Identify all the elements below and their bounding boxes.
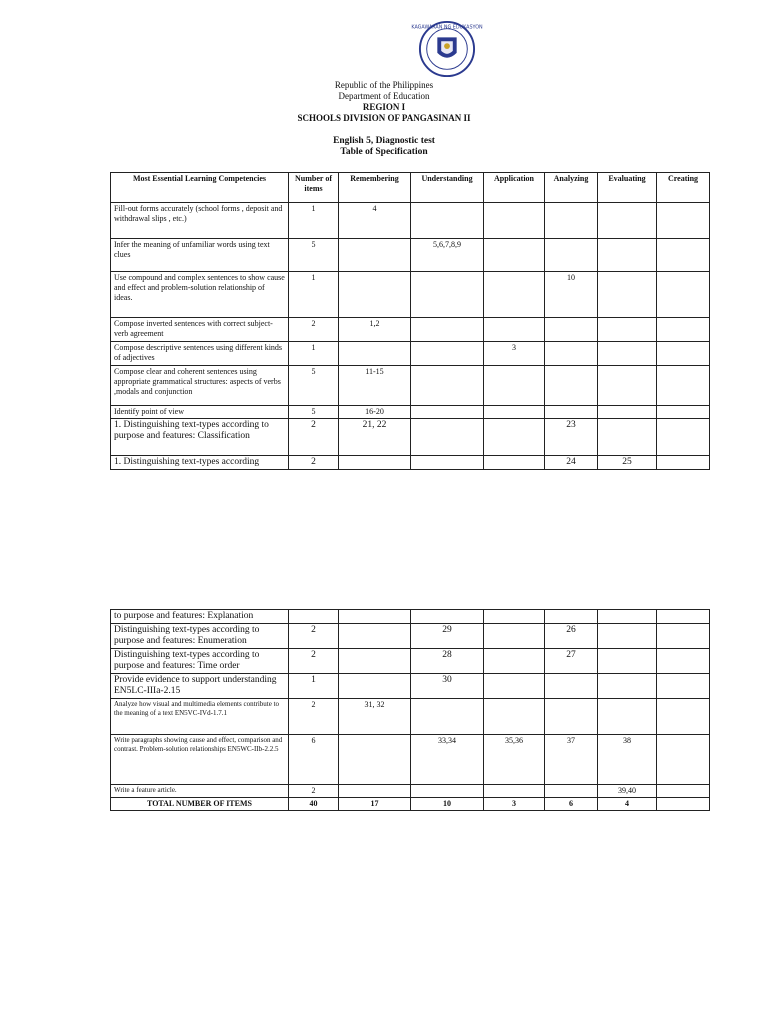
table-cell <box>598 419 657 456</box>
table-cell: 39,40 <box>598 785 657 798</box>
table-cell <box>289 610 339 624</box>
competency-cell: Infer the meaning of unfamiliar words using text clues <box>111 239 289 272</box>
table-cell: 30 <box>411 674 484 699</box>
table-row <box>111 366 710 406</box>
table-cell <box>339 785 411 798</box>
table-cell <box>484 419 545 456</box>
table-cell <box>411 610 484 624</box>
table-row <box>111 674 710 699</box>
table-cell <box>484 674 545 699</box>
table-row <box>111 649 710 674</box>
table-cell: 26 <box>545 624 598 649</box>
table-cell <box>484 624 545 649</box>
competency-cell: Compose inverted sentences with correct subject-verb agreement <box>111 318 289 342</box>
total-cell: 10 <box>411 798 484 811</box>
col-header: Application <box>484 173 545 203</box>
table-cell <box>598 318 657 342</box>
table-cell <box>545 785 598 798</box>
table-cell <box>484 272 545 318</box>
table-cell <box>657 203 710 239</box>
competency-cell: Fill-out forms accurately (school forms , deposit and withdrawal slips , etc.) <box>111 203 289 239</box>
table-cell <box>484 785 545 798</box>
table-cell <box>545 318 598 342</box>
table-cell <box>339 272 411 318</box>
col-header: Analyzing <box>545 173 598 203</box>
doc-title: English 5, Diagnostic test <box>333 136 435 146</box>
table-cell: 29 <box>411 624 484 649</box>
table-cell <box>657 785 710 798</box>
competency-cell: Identify point of view <box>111 406 289 419</box>
table-cell <box>598 239 657 272</box>
table-cell: 2 <box>289 785 339 798</box>
table-cell: 2 <box>289 456 339 470</box>
table-cell: 1 <box>289 203 339 239</box>
table-cell <box>657 272 710 318</box>
table-cell <box>484 649 545 674</box>
col-header: Evaluating <box>598 173 657 203</box>
table-cell <box>484 456 545 470</box>
table-cell <box>598 366 657 406</box>
table-cell <box>411 699 484 735</box>
table-cell: 31, 32 <box>339 699 411 735</box>
svg-text:KAGAWARAN NG EDUKASYON: KAGAWARAN NG EDUKASYON <box>411 25 483 31</box>
table-cell <box>339 735 411 785</box>
table-cell: 2 <box>289 649 339 674</box>
table-row <box>111 699 710 735</box>
table-cell <box>484 318 545 342</box>
total-label: TOTAL NUMBER OF ITEMS <box>111 798 289 811</box>
specification-table-page1 <box>110 172 710 470</box>
table-cell: 1 <box>289 342 339 366</box>
table-cell: 37 <box>545 735 598 785</box>
competency-cell: Distinguishing text-types according to purpose and features: Enumeration <box>111 624 289 649</box>
table-row <box>111 318 710 342</box>
table-cell: 4 <box>339 203 411 239</box>
table-cell: 24 <box>545 456 598 470</box>
table-cell <box>598 624 657 649</box>
table-cell <box>545 610 598 624</box>
table-cell <box>545 342 598 366</box>
table-cell <box>657 419 710 456</box>
table-cell: 27 <box>545 649 598 674</box>
table-row <box>111 624 710 649</box>
table-cell: 6 <box>289 735 339 785</box>
table-cell: 10 <box>545 272 598 318</box>
table-row <box>111 735 710 785</box>
table-row <box>111 785 710 798</box>
competency-cell: Write a feature article. <box>111 785 289 798</box>
table-cell <box>598 649 657 674</box>
table-cell <box>657 610 710 624</box>
table-cell <box>411 318 484 342</box>
table-cell <box>598 674 657 699</box>
table-cell <box>545 203 598 239</box>
table-cell <box>598 406 657 419</box>
total-cell: 4 <box>598 798 657 811</box>
header-region: REGION I <box>362 102 406 112</box>
table-cell <box>411 272 484 318</box>
total-cell: 17 <box>339 798 411 811</box>
col-header: Number of items <box>289 173 339 203</box>
table-cell <box>411 406 484 419</box>
table-cell <box>484 699 545 735</box>
table-row <box>111 239 710 272</box>
deped-seal-logo <box>411 20 483 78</box>
table-cell <box>598 699 657 735</box>
table-cell <box>657 649 710 674</box>
table-cell <box>339 456 411 470</box>
table-cell <box>545 239 598 272</box>
table-cell <box>657 735 710 785</box>
table-cell <box>545 699 598 735</box>
total-cell: 3 <box>484 798 545 811</box>
competency-cell: Compose descriptive sentences using different kinds of adjectives <box>111 342 289 366</box>
table-cell <box>545 674 598 699</box>
table-cell: 2 <box>289 624 339 649</box>
col-header: Creating <box>657 173 710 203</box>
table-cell <box>411 419 484 456</box>
table-cell <box>411 203 484 239</box>
header-department: Department of Education <box>338 91 430 101</box>
table-cell: 1 <box>289 674 339 699</box>
table-cell <box>411 342 484 366</box>
table-cell: 28 <box>411 649 484 674</box>
col-header: Understanding <box>411 173 484 203</box>
table-cell <box>598 342 657 366</box>
competency-cell: Provide evidence to support understanding EN5LC-IIIa-2.15 <box>111 674 289 699</box>
table-cell <box>657 342 710 366</box>
table-cell <box>657 318 710 342</box>
competency-cell: Write paragraphs showing cause and effect, comparison and contrast. Problem-solution relationships EN5WC-IIb-2.2.5 <box>111 735 289 785</box>
header-republic: Republic of the Philippines <box>334 80 434 90</box>
competency-cell: to purpose and features: Explanation <box>111 610 289 624</box>
table-cell: 5 <box>289 366 339 406</box>
table-cell: 2 <box>289 419 339 456</box>
table-cell <box>545 406 598 419</box>
table-cell <box>598 203 657 239</box>
total-cell <box>657 798 710 811</box>
table-row <box>111 419 710 456</box>
table-cell: 11-15 <box>339 366 411 406</box>
table-cell <box>339 624 411 649</box>
table-row <box>111 406 710 419</box>
table-cell <box>484 610 545 624</box>
table-cell: 2 <box>289 318 339 342</box>
competency-cell: Distinguishing text-types according to purpose and features: Time order <box>111 649 289 674</box>
total-cell: 6 <box>545 798 598 811</box>
table-cell <box>484 406 545 419</box>
table-row <box>111 272 710 318</box>
competency-cell: Use compound and complex sentences to show cause and effect and problem-solution relationship of ideas. <box>111 272 289 318</box>
table-row <box>111 456 710 470</box>
table-cell: 16-20 <box>339 406 411 419</box>
table-cell <box>657 699 710 735</box>
col-header: Remembering <box>339 173 411 203</box>
table-cell <box>339 342 411 366</box>
table-cell: 21, 22 <box>339 419 411 456</box>
table-cell <box>411 366 484 406</box>
table-cell: 1,2 <box>339 318 411 342</box>
table-cell <box>657 456 710 470</box>
table-row <box>111 342 710 366</box>
table-cell: 38 <box>598 735 657 785</box>
table-cell <box>484 366 545 406</box>
table-cell <box>657 624 710 649</box>
table-cell <box>545 366 598 406</box>
doc-subtitle: Table of Specification <box>340 147 428 157</box>
table-cell: 5 <box>289 406 339 419</box>
header-division: SCHOOLS DIVISION OF PANGASINAN II <box>297 113 471 123</box>
table-cell <box>598 610 657 624</box>
table-cell: 33,34 <box>411 735 484 785</box>
competency-cell: 1. Distinguishing text-types according to purpose and features: Classification <box>111 419 289 456</box>
total-row <box>111 798 710 811</box>
table-row <box>111 203 710 239</box>
table-cell <box>339 674 411 699</box>
table-cell <box>339 610 411 624</box>
table-cell: 23 <box>545 419 598 456</box>
table-cell <box>339 239 411 272</box>
table-cell: 1 <box>289 272 339 318</box>
document-header <box>0 80 768 158</box>
table-cell: 25 <box>598 456 657 470</box>
table-cell <box>657 674 710 699</box>
table-cell <box>657 406 710 419</box>
table-cell <box>598 272 657 318</box>
table-cell <box>411 456 484 470</box>
competency-cell: Compose clear and coherent sentences using appropriate grammatical structures: aspects of verbs ,modals and conjunction <box>111 366 289 406</box>
table-cell: 5 <box>289 239 339 272</box>
col-header: Most Essential Learning Competencies <box>111 173 289 203</box>
competency-cell: Analyze how visual and multimedia elements contribute to the meaning of a text EN5VC-IVd-1.7.1 <box>111 699 289 735</box>
table-cell <box>484 203 545 239</box>
table-cell <box>657 239 710 272</box>
specification-table-page2 <box>110 609 710 811</box>
competency-cell: 1. Distinguishing text-types according <box>111 456 289 470</box>
table-row <box>111 610 710 624</box>
table-cell <box>484 239 545 272</box>
table-cell: 2 <box>289 699 339 735</box>
table-cell: 5,6,7,8,9 <box>411 239 484 272</box>
table-cell: 3 <box>484 342 545 366</box>
table-cell <box>411 785 484 798</box>
table-cell: 35,36 <box>484 735 545 785</box>
total-cell: 40 <box>289 798 339 811</box>
table-cell <box>339 649 411 674</box>
table-header-row <box>111 173 710 203</box>
table-cell <box>657 366 710 406</box>
